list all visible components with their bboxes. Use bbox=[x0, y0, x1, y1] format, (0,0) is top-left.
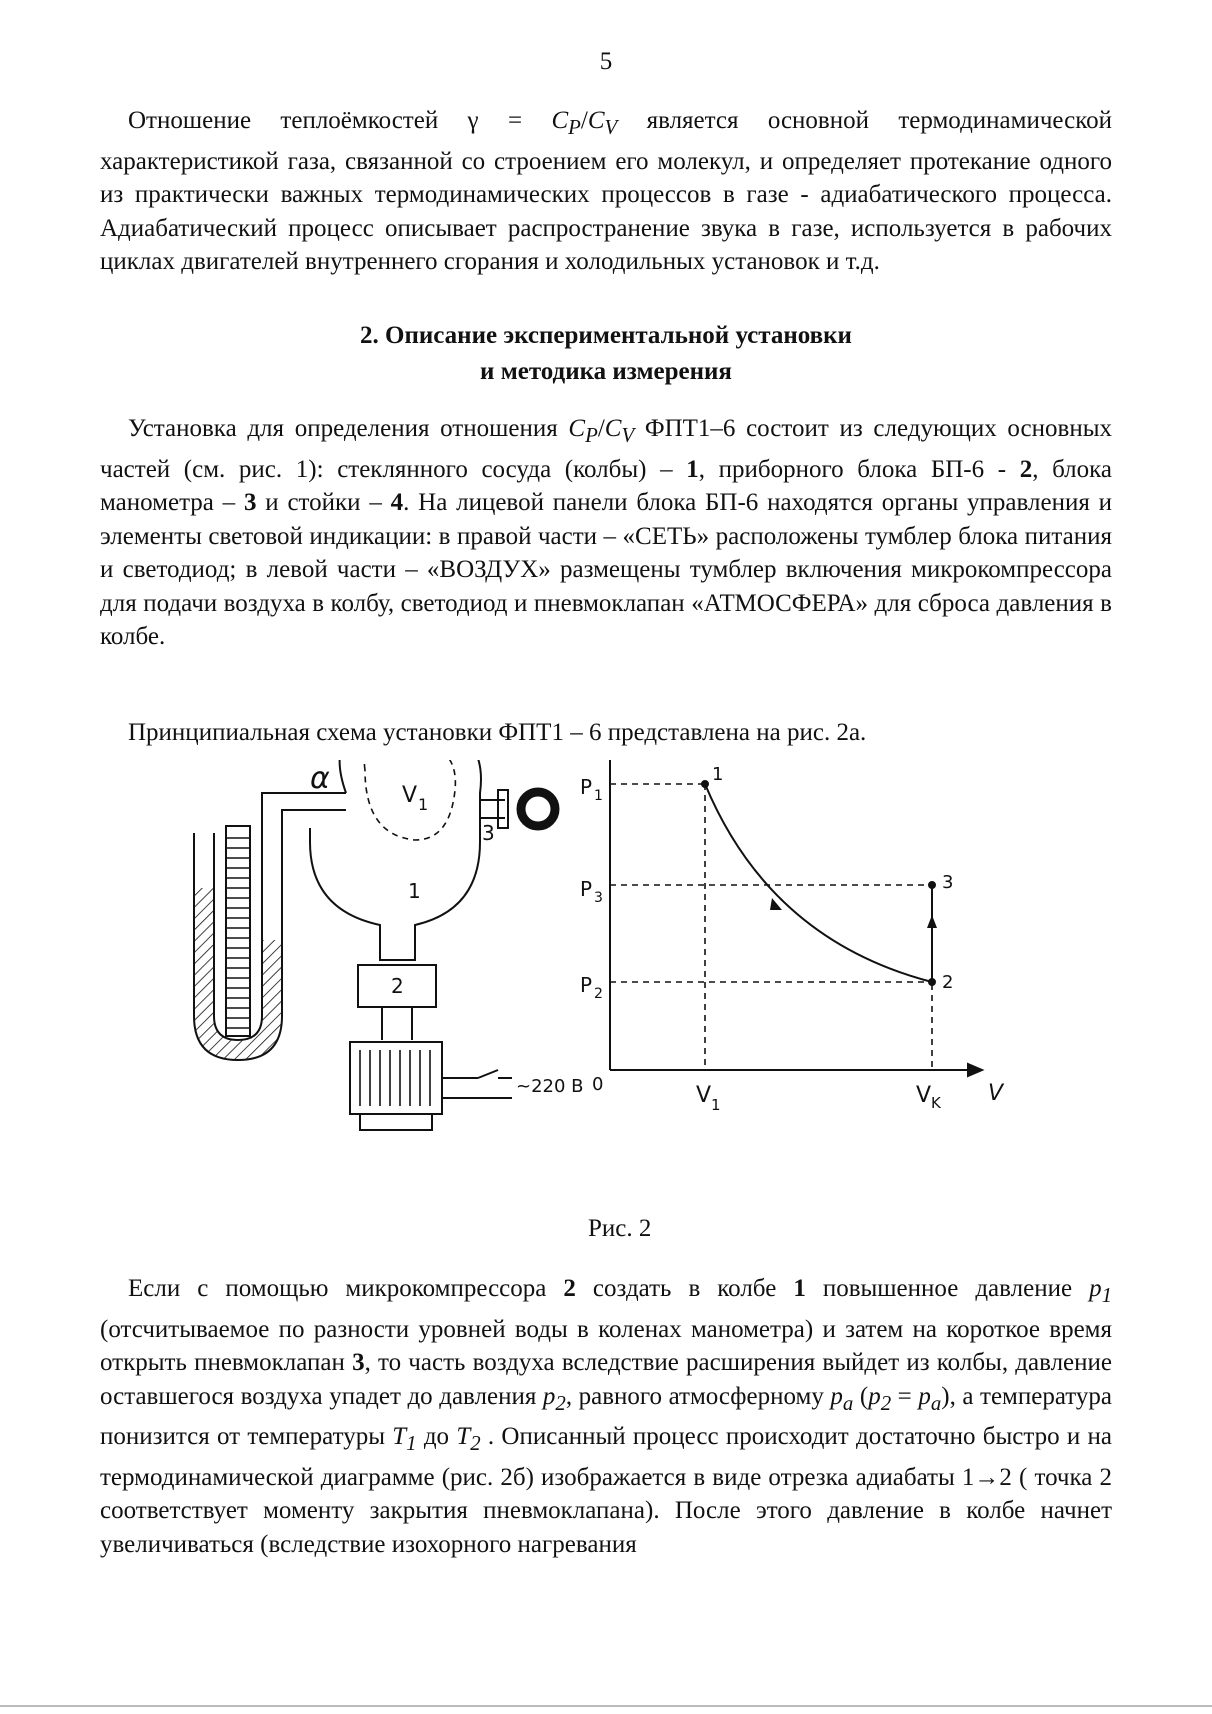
origin-label: 0 bbox=[592, 1074, 604, 1095]
tick-p1-sub: 1 bbox=[594, 788, 603, 804]
tick-vk-sub: K bbox=[931, 1094, 941, 1112]
page-bottom-edge bbox=[0, 1705, 1212, 1707]
section-heading bbox=[0, 318, 1212, 390]
tick-p2: P bbox=[580, 973, 593, 997]
tick-p3: P bbox=[580, 877, 593, 901]
label-v1-left: V bbox=[402, 783, 418, 808]
pv-diagram bbox=[604, 760, 982, 1076]
tick-p1: P bbox=[580, 775, 593, 799]
tick-v1: V bbox=[696, 1083, 712, 1108]
tick-p2-sub: 2 bbox=[594, 986, 603, 1002]
label-valve-3: 3 bbox=[482, 821, 495, 845]
section-heading-line2: и методика измерения bbox=[480, 358, 732, 385]
point-1-label: 1 bbox=[712, 764, 724, 785]
adiabat-curve bbox=[705, 784, 932, 982]
label-v1-left-sub: 1 bbox=[418, 795, 429, 814]
label-flask-1: 1 bbox=[408, 879, 421, 903]
point-3-label: 3 bbox=[942, 872, 954, 893]
point-2-label: 2 bbox=[942, 972, 954, 993]
section-heading-line1: 2. Описание экспериментальной установки bbox=[360, 322, 852, 349]
tick-v1-sub: 1 bbox=[711, 1096, 721, 1114]
figure-caption: Рис. 2 bbox=[588, 1215, 652, 1242]
label-voltage: ~220 B bbox=[516, 1076, 584, 1097]
scheme-line: Принципиальная схема установки ФПТ1 – 6 представлена на рис. 2а. bbox=[128, 719, 867, 746]
intro-paragraph: Отношение теплоёмкостей $\gamma = C_P/C_V$ является основной термодинамической характеристикой газа, связанной со строением его молекул, и определяет протекание одного из практически важных термодинамических процессов в газе - адиабатического процесса. Адиабатический процесс описывает распространение звука в газе, используется в рабочих циклах двигателей внутреннего сгорания и холодильных установок и т.д. bbox=[100, 107, 1112, 275]
tick-p3-sub: 3 bbox=[594, 890, 603, 906]
process-paragraph: Если с помощью микрокомпрессора 2 создать в колбе 1 повышенное давление $p_1$ (отсчитываемое по разности уровней воды в коленах манометра) и затем на короткое время открыть пневмоклапан 3, то часть воздуха вследствие расширения выйдет из колбы, давление оставшегося воздуха упадет до давления $p_2$, равного атмосферному $p_a$ $(p_2 = p_a)$, а температура понизится от температуры $T_1$ до $T_2$ . Описанный процесс происходит достаточно быстро и на термодинамической диаграмме (рис. 2б) изображается в виде отрезка адиабаты 1→2 ( точка 2 соответствует моменту закрытия пневмоклапана). После этого давление в колбе начнет увеличиваться (вследствие изохорного нагревания bbox=[100, 1275, 1112, 1558]
axis-v-label: V bbox=[988, 1081, 1004, 1106]
label-block-2: 2 bbox=[391, 974, 404, 998]
label-a: α bbox=[310, 761, 330, 796]
tick-vk: V bbox=[916, 1083, 932, 1108]
figure-2 bbox=[160, 760, 1120, 1260]
apparatus-diagram bbox=[194, 760, 555, 1130]
page-number: 5 bbox=[599, 48, 613, 75]
setup-paragraph: Установка для определения отношения $C_P/C_V$ ФПТ1–6 состоит из следующих основных частей (см. рис. 1): стеклянного сосуда (колбы) – 1, приборного блока БП-6 - 2, блока манометра – 3 и стойки – 4. На лицевой панели блока БП-6 находятся органы управления и элементы световой индикации: в правой части – «СЕТЬ» расположены тумблер блока питания и светодиод; в левой части – «ВОЗДУХ» размещены тумблер включения микрокомпрессора для подачи воздуха в колбу, светодиод и пневмоклапан «АТМОСФЕРА» для сброса давления в колбе. bbox=[100, 415, 1113, 650]
